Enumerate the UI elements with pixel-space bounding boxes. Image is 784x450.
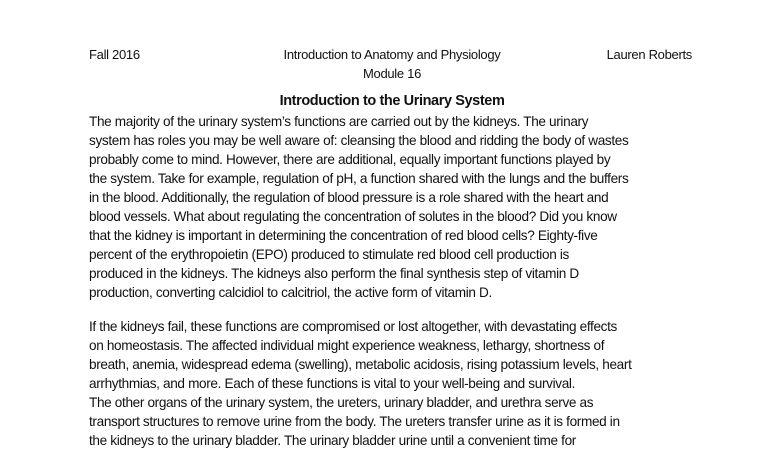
- paragraph-2: [89, 317, 632, 393]
- header-left: Fall 2016: [89, 47, 140, 62]
- document-title: Introduction to the Urinary System: [279, 93, 505, 109]
- text-line: that the kidney is important in determining the concentration of red blood cells? Eighty-five: [89, 228, 598, 243]
- text-line: produced in the kidneys. The kidneys also perform the final synthesis step of vitamin D: [89, 266, 579, 281]
- text-line: on homeostasis. The affected individual might experience weakness, lethargy, shortness of: [89, 338, 605, 353]
- text-line: If the kidneys fail, these functions are compromised or lost altogether, with devastating effects: [89, 319, 617, 334]
- header-module: Module 16: [362, 66, 421, 81]
- header-right: Lauren Roberts: [606, 47, 692, 62]
- text-line: The other organs of the urinary system, the ureters, urinary bladder, and urethra serve as: [89, 395, 594, 410]
- text-line: the kidneys to the urinary bladder. The urinary bladder urine until a convenient time for: [89, 433, 576, 448]
- text-line: in the blood. Additionally, the regulation of blood pressure is a role shared with the heart and: [89, 190, 609, 205]
- text-line: transport structures to remove urine from the body. The ureters transfer urine as it is formed in: [89, 414, 620, 429]
- text-line: The majority of the urinary system’s functions are carried out by the kidneys. The urinary: [89, 114, 589, 129]
- text-line: system has roles you may be well aware of: cleansing the blood and ridding the body of wastes: [89, 133, 629, 148]
- header-center: Introduction to Anatomy and Physiology: [283, 47, 501, 62]
- text-line: breath, anemia, widespread edema (swelling), metabolic acidosis, rising potassium levels, heart: [89, 357, 632, 372]
- paragraph-3: [89, 393, 620, 450]
- paragraph-1: [89, 112, 628, 302]
- text-line: the system. Take for example, regulation of pH, a function shared with the lungs and the buffers: [89, 171, 629, 186]
- text-line: blood vessels. What about regulating the concentration of solutes in the blood? Did you know: [89, 209, 617, 224]
- text-line: arrhythmias, and more. Each of these functions is vital to your well-being and survival.: [89, 376, 576, 391]
- text-line: production, converting calcidiol to calcitriol, the active form of vitamin D.: [89, 285, 492, 300]
- text-line: probably come to mind. However, there are additional, equally important functions played by: [89, 152, 611, 167]
- text-line: percent of the erythropoietin (EPO) produced to stimulate red blood cell production is: [89, 247, 569, 262]
